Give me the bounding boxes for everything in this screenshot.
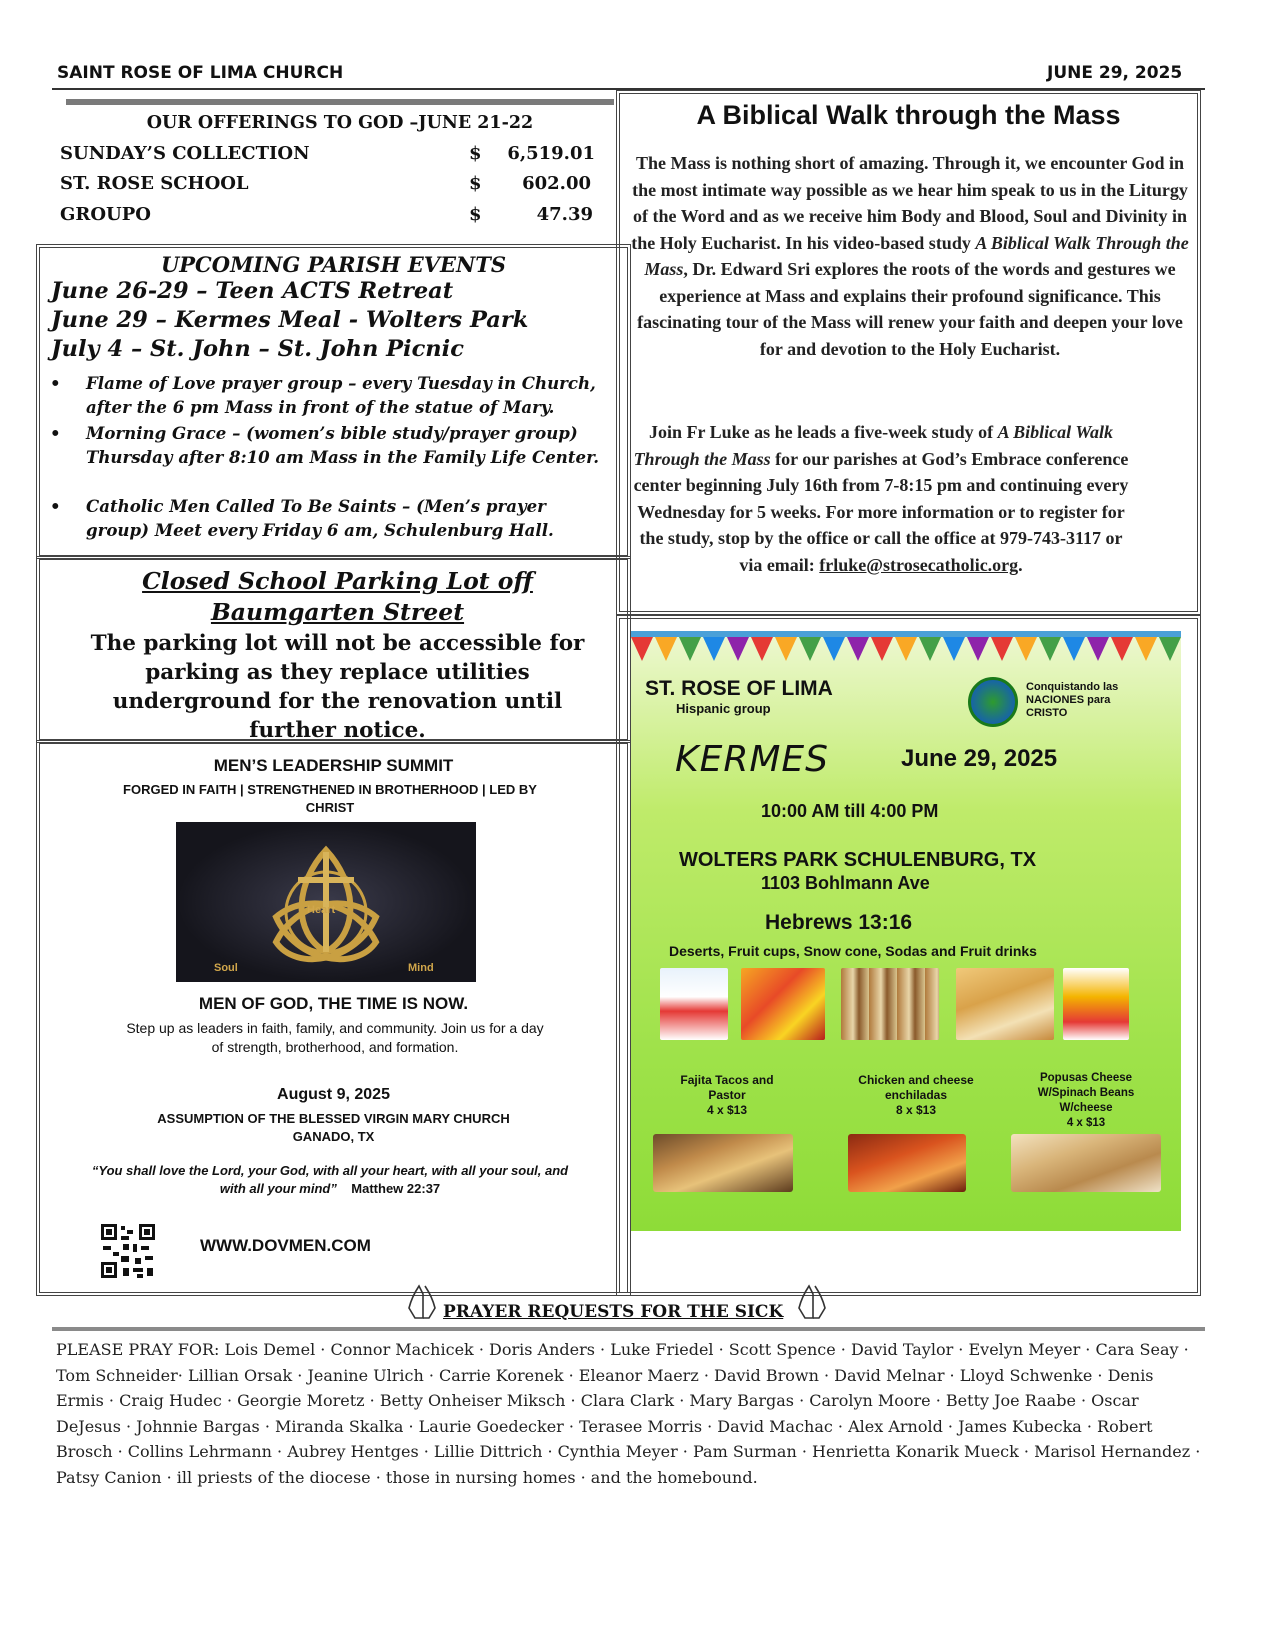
upcoming-events-box [36, 244, 631, 559]
prayer-list: PLEASE PRAY FOR: Lois Demel · Connor Machicek · Doris Anders · Luke Friedel · Scott Spence · David Taylor · Evelyn Meyer · Cara Seay · Tom Schneider· Lillian Orsak · Jeanine Ulrich · Carrie Korenek · Eleanor Maerz · David Brown · David Melnar · Lloyd Schwenke · Denis Ermis · Craig Hudec · Georgie Moretz · Betty Onheiser Miksch · Clara Clark · Mary Bargas · Carolyn Moore · Betty Joe Raabe · Oscar DeJesus · Johnnie Bargas · Miranda Skalka · Laurie Goedecker · Terasee Morris · David Machac · Alex Arnold · James Kubecka · Robert Brosch · Collins Lehrmann · Aubrey Hentges · Lillie Dittrich · Cynthia Meyer · Pam Surman · Henrietta Konarik Mueck · Marisol Hernandez · Patsy Canion · ill priests of the diocese · those in nursing homes · and the homebound. [56, 1340, 1201, 1487]
event-bullet-text: Catholic Men Called To Be Saints – (Men’s prayer group) Meet every Friday 6 am, Schulenburg Hall. [86, 496, 554, 540]
summit-title: MEN’S LEADERSHIP SUMMIT [213, 756, 454, 775]
mens-summit-flyer [36, 740, 631, 1296]
offering-row [60, 173, 595, 203]
offering-currency: $ [469, 173, 482, 194]
church-name: SAINT ROSE OF LIMA CHURCH [57, 63, 344, 83]
fruit-cup-photo [741, 968, 825, 1040]
study-title: A Biblical Walk Through the Mass [644, 232, 1189, 279]
prayer-rule [52, 1327, 1205, 1331]
biblical-walk-details [626, 419, 1136, 578]
food-item [1021, 1071, 1151, 1131]
kermes-place: WOLTERS PARK SCHULENBURG, TX [679, 849, 1037, 871]
bullet-dot: • [50, 496, 61, 516]
tamales-photo [841, 968, 939, 1040]
food-name: Popusas Cheese W/Spinach Beans W/cheese [1037, 1072, 1135, 1114]
offering-label: GROUPO [60, 204, 151, 225]
trinity-knot-icon [176, 822, 476, 982]
offerings-top-bar [66, 99, 614, 105]
food-price: 4 x $13 [1066, 1117, 1106, 1129]
food-price: 8 x $13 [895, 1103, 937, 1117]
kermes-group: Hispanic group [676, 701, 771, 716]
praying-hands-icon [405, 1282, 439, 1322]
parking-notice-box [36, 556, 631, 743]
event-line: July 4 – St. John – St. John Picnic [51, 336, 464, 362]
praying-hands-icon [795, 1282, 829, 1322]
offering-currency: $ [469, 204, 482, 225]
intro-text: The Mass is nothing short of amazing. Through it, we encounter God in the most intimate way possible as we hear him speak to us in the Liturgy of the Word and as we receive him Body and Blood, Soul and Divinity in the Holy Eucharist. In his video-based study [631, 153, 1188, 253]
offering-row [60, 143, 595, 173]
tacos-photo [653, 1134, 793, 1192]
biblical-walk-title: A Biblical Walk through the Mass [696, 100, 1121, 130]
image-label-heart: Heart [307, 904, 336, 916]
event-bullet-text: Morning Grace – (women’s bible study/prayer group) Thursday after 8:10 am Mass in the Family Life Center. [86, 423, 600, 467]
food-item [667, 1073, 787, 1118]
kermes-org: ST. ROSE OF LIMA [645, 677, 833, 700]
bullet-dot: • [50, 423, 61, 443]
offering-amount: 47.39 [536, 204, 593, 225]
food-item [846, 1073, 986, 1118]
summit-venue [40, 1110, 627, 1146]
bunting-flags-icon [631, 631, 1181, 665]
parking-body: The parking lot will not be accessible for parking as they replace utilities underground for the renovation until further notice. [90, 631, 585, 743]
kermes-flyer-box [616, 615, 1201, 1296]
parking-title: Closed School Parking Lot off Baumgarten Street [142, 567, 533, 626]
event-line: June 29 – Kermes Meal - Wolters Park [51, 307, 529, 333]
details-end: . [1018, 554, 1023, 575]
qr-code-icon[interactable] [99, 1222, 157, 1280]
event-line: June 26-29 – Teen ACTS Retreat [51, 278, 454, 304]
biblical-walk-intro [630, 150, 1190, 362]
kermes-items: Deserts, Fruit cups, Snow cone, Sodas and Fruit drinks [669, 943, 1037, 959]
logo-text: Conquistando las NACIONES para CRISTO [1026, 681, 1119, 719]
offering-amount: 602.00 [522, 173, 591, 194]
summit-website-link[interactable]: WWW.DOVMEN.COM [200, 1236, 371, 1255]
offering-label: ST. ROSE SCHOOL [60, 173, 249, 194]
image-label-soul: Soul [214, 962, 238, 974]
summit-quote-text: “You shall love the Lord, your God, with all your heart, with all your soul, and with all your mind” [91, 1163, 569, 1196]
snow-cone-photo [660, 968, 728, 1040]
offering-amount: 6,519.01 [507, 143, 595, 164]
image-label-mind: Mind [408, 962, 434, 974]
conquistando-logo-icon [968, 677, 1018, 727]
kermes-time: 10:00 AM till 4:00 PM [761, 801, 939, 821]
offering-row [60, 204, 595, 234]
offering-currency: $ [469, 143, 482, 164]
pupusas-photo [1011, 1134, 1161, 1192]
enchiladas-photo [848, 1134, 966, 1192]
kermes-title: KERMES [675, 739, 830, 780]
prayer-title: PRAYER REQUESTS FOR THE SICK [443, 1302, 784, 1322]
kermes-date: June 29, 2025 [901, 745, 1058, 772]
kermes-flyer [631, 631, 1181, 1231]
events-title: UPCOMING PARISH EVENTS [160, 252, 507, 277]
summit-venue-city: GANADO, TX [292, 1129, 375, 1144]
summit-quote [80, 1162, 580, 1198]
summit-venue-name: ASSUMPTION OF THE BLESSED VIRGIN MARY CHURCH [157, 1111, 510, 1126]
event-bullet-text: Flame of Love prayer group – every Tuesday in Church, after the 6 pm Mass in front of the statue of Mary. [86, 373, 596, 417]
offering-label: SUNDAY’S COLLECTION [60, 143, 310, 164]
offerings-title: OUR OFFERINGS TO GOD –JUNE 21-22 [146, 113, 534, 133]
summit-quote-ref: Matthew 22:37 [351, 1181, 441, 1196]
study-title: A Biblical Walk Through the Mass [633, 422, 1114, 469]
summit-date: August 9, 2025 [277, 1086, 390, 1103]
kermes-address: 1103 Bohlmann Ave [761, 873, 930, 893]
bullet-dot: • [50, 373, 61, 393]
summit-body: Step up as leaders in faith, family, and community. Join us for a day of strength, brotherhood, and formation. [126, 1020, 544, 1055]
nachos-photo [956, 968, 1054, 1040]
email-link[interactable]: frluke@strosecatholic.org [819, 554, 1019, 575]
food-price: 4 x $13 [706, 1103, 748, 1117]
food-name: Fajita Tacos and Pastor [680, 1073, 774, 1102]
details-text: Join Fr Luke as he leads a five-week study of [648, 422, 998, 442]
summit-call: MEN OF GOD, THE TIME IS NOW. [198, 994, 469, 1013]
details-text-cont: for our parishes at God’s Embrace conference center beginning July 16th from 7-8:15 pm and continuing every Wednesday for 5 weeks. For more information or to register for the study, stop by the office or call the office at 979-743-3117 or via email: [633, 448, 1129, 575]
trinity-crucifix-image [176, 822, 476, 982]
summit-subtitle: FORGED IN FAITH | STRENGTHENED IN BROTHERHOOD | LED BY CHRIST [123, 782, 537, 815]
food-name: Chicken and cheese enchiladas [858, 1073, 974, 1102]
biblical-walk-box [616, 90, 1201, 615]
intro-text-cont: , Dr. Edward Sri explores the roots of the words and gestures we experience at Mass and explains their profound significance. This fascinating tour of the Mass will renew your faith and deepen your love for and devotion to the Holy Eucharist. [637, 259, 1183, 359]
kermes-verse: Hebrews 13:16 [765, 911, 913, 934]
fruit-drink-photo [1063, 968, 1129, 1040]
bulletin-date: JUNE 29, 2025 [1047, 63, 1183, 83]
